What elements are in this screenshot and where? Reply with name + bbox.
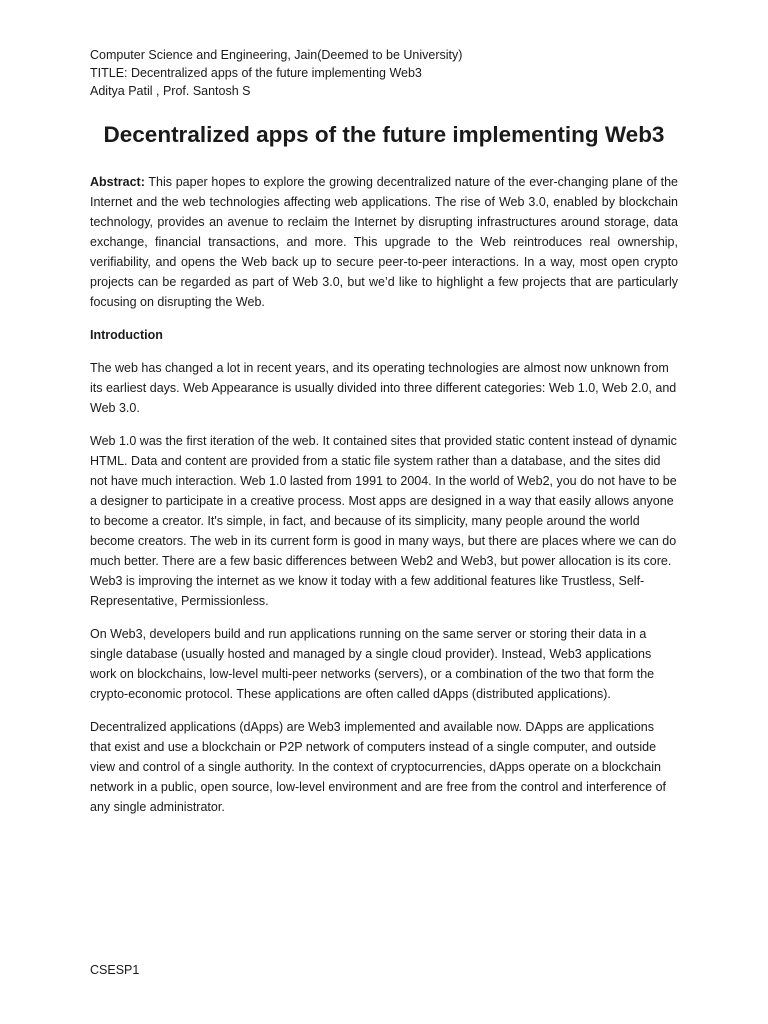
intro-paragraph-1: The web has changed a lot in recent years, and its operating technologies are almost now unknown from its earliest days. Web Appearance is usually divided into three different categories: Web 1.0, Web 2.0, and Web 3.0. bbox=[90, 361, 677, 415]
intro-paragraph-2: Web 1.0 was the first iteration of the web. It contained sites that provided static content instead of dynamic HTML. Data and content are provided from a static file system rather than a database, and the sites did not have much interaction. Web 1.0 lasted from 1991 to 2004. In the world of Web2, you do not have to be a designer to participate in a creative process. Most apps are designed in a way that easily allows anyone to become a creator. It's simple, in fact, and because of its simplicity, many people around the world become creators. The web in its current form is good in many ways, but there are places where we can do much better. There are a few basic differences between Web2 and Web3, but power allocation is its core. Web3 is improving the internet as we know it today with a few additional features like Trustless, Self-Representative, Permissionless. bbox=[90, 434, 677, 608]
intro-paragraph-3: On Web3, developers build and run applications running on the same server or storing their data in a single database (usually hosted and managed by a single cloud provider). Instead, Web3 applications work on blockchains, low-level multi-peer networks (servers), or a combination of the two that form the crypto-economic protocol. These applications are often called dApps (distributed applications). bbox=[90, 627, 655, 701]
abstract-paragraph bbox=[90, 172, 678, 312]
paper-page bbox=[90, 46, 678, 830]
affiliation-line: Computer Science and Engineering, Jain(Deemed to be University) bbox=[90, 48, 463, 62]
abstract-label: Abstract: bbox=[90, 175, 145, 189]
introduction-heading: Introduction bbox=[90, 328, 163, 342]
abstract-text: This paper hopes to explore the growing decentralized nature of the ever-changing plane of the Internet and the web technologies affecting web applications. The rise of Web 3.0, enabled by blockchain technology, provides an avenue to reclaim the Internet by disrupting infrastructures around storage, data exchange, financial transactions, and more. This upgrade to the Web reintroduces real ownership, verifiability, and opens the Web back up to secure peer-to-peer interactions. In a way, most open crypto projects can be regarded as part of Web 3.0, but we’d like to highlight a few projects that are particularly focusing on disrupting the Web. bbox=[90, 175, 678, 309]
paper-title: Decentralized apps of the future implementing Web3 bbox=[103, 122, 665, 147]
authors-line: Aditya Patil , Prof. Santosh S bbox=[90, 84, 251, 98]
page-footer: CSESP1 bbox=[90, 963, 140, 977]
title-line: TITLE: Decentralized apps of the future implementing Web3 bbox=[90, 66, 422, 80]
intro-paragraph-4: Decentralized applications (dApps) are Web3 implemented and available now. DApps are applications that exist and use a blockchain or P2P network of computers instead of a single computer, and outside view and control of a single authority. In the context of cryptocurrencies, dApps operate on a blockchain network in a public, open source, low-level environment and are free from the control and interference of any single administrator. bbox=[90, 720, 667, 814]
